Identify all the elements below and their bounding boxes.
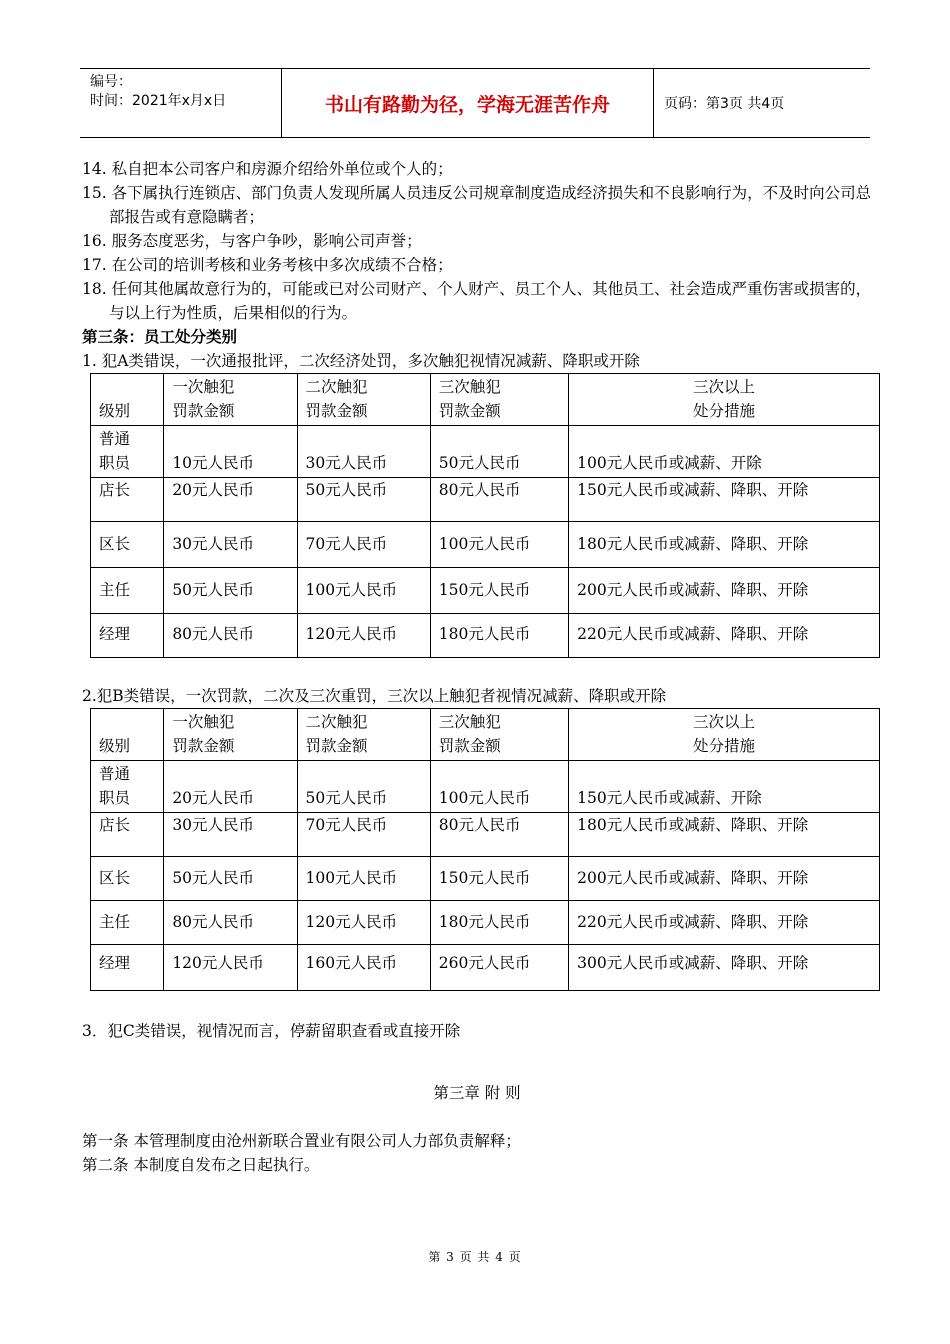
page-header	[80, 68, 870, 138]
cell-second: 120元人民币	[297, 901, 430, 945]
cell-level: 区长	[91, 522, 164, 568]
header-page-info: 页码：第3页 共4页	[664, 96, 785, 112]
header-more: 三次以上 处分措施	[569, 374, 880, 426]
header-second: 二次触犯 罚款金额	[297, 709, 430, 761]
cell-first: 50元人民币	[164, 857, 297, 901]
category-b-table	[90, 708, 880, 991]
cell-third: 50元人民币	[430, 426, 568, 478]
cell-more: 220元人民币或减薪、降职、开除	[569, 614, 880, 658]
cell-first: 20元人民币	[164, 761, 297, 813]
cell-third: 80元人民币	[430, 478, 568, 522]
cell-more: 200元人民币或减薪、降职、开除	[569, 568, 880, 614]
cell-level: 普通 职员	[91, 426, 164, 478]
cell-first: 120元人民币	[164, 945, 297, 991]
cell-level: 经理	[91, 945, 164, 991]
category-c-text: 3．犯C类错误，视情况而言，停薪留职查看或直接开除	[82, 1022, 461, 1040]
cell-second: 70元人民币	[297, 522, 430, 568]
header-third: 三次触犯 罚款金额	[430, 374, 568, 426]
category-a-table	[90, 373, 880, 658]
header-more: 三次以上 处分措施	[569, 709, 880, 761]
cell-level: 店长	[91, 813, 164, 857]
cell-level: 经理	[91, 614, 164, 658]
table-header-row	[91, 374, 880, 426]
cell-third: 180元人民币	[430, 901, 568, 945]
header-first: 一次触犯 罚款金额	[164, 374, 297, 426]
cell-more: 100元人民币或减薪、开除	[569, 426, 880, 478]
cell-second: 50元人民币	[297, 761, 430, 813]
cell-more: 220元人民币或减薪、降职、开除	[569, 901, 880, 945]
chapter-title: 第三章 附 则	[433, 1084, 521, 1102]
table-row	[91, 857, 880, 901]
header-meta	[80, 69, 282, 137]
cell-more: 150元人民币或减薪、降职、开除	[569, 478, 880, 522]
table-row	[91, 901, 880, 945]
page-footer: 第 3 页 共 4 页	[428, 1250, 522, 1264]
table-row	[91, 568, 880, 614]
list-item: 16. 服务态度恶劣，与客户争吵，影响公司声誉；	[82, 232, 422, 250]
header-first: 一次触犯 罚款金额	[164, 709, 297, 761]
cell-first: 30元人民币	[164, 522, 297, 568]
cell-more: 200元人民币或减薪、降职、开除	[569, 857, 880, 901]
table-header-row	[91, 709, 880, 761]
cell-second: 160元人民币	[297, 945, 430, 991]
section-title: 第三条：员工处分类别	[82, 328, 238, 346]
header-motto: 书山有路勤为径，学海无涯苦作舟	[282, 69, 654, 137]
cell-first: 50元人民币	[164, 568, 297, 614]
article-item: 第二条 本制度自发布之日起执行。	[82, 1156, 320, 1174]
list-item: 15. 各下属执行连锁店、部门负责人发现所属人员违反公司规章制度造成经济损失和不良影响行为，不及时向公司总部报告或有意隐瞒者；	[82, 184, 872, 226]
cell-third: 80元人民币	[430, 813, 568, 857]
header-level: 级别	[91, 374, 164, 426]
cell-more: 150元人民币或减薪、开除	[569, 761, 880, 813]
header-second: 二次触犯 罚款金额	[297, 374, 430, 426]
category-a-intro: 1. 犯A类错误，一次通报批评，二次经济处罚，多次触犯视情况减薪、降职或开除	[82, 352, 640, 370]
cell-third: 100元人民币	[430, 522, 568, 568]
cell-third: 150元人民币	[430, 568, 568, 614]
table-row	[91, 945, 880, 991]
table-row	[91, 478, 880, 522]
cell-second: 120元人民币	[297, 614, 430, 658]
table-row	[91, 426, 880, 478]
cell-level: 区长	[91, 857, 164, 901]
cell-first: 80元人民币	[164, 901, 297, 945]
table-row	[91, 761, 880, 813]
cell-level: 主任	[91, 568, 164, 614]
document-date: 时间：2021年x月x日	[90, 93, 227, 109]
cell-second: 70元人民币	[297, 813, 430, 857]
header-level: 级别	[91, 709, 164, 761]
document-body	[82, 157, 872, 1177]
cell-second: 50元人民币	[297, 478, 430, 522]
cell-third: 260元人民币	[430, 945, 568, 991]
cell-level: 主任	[91, 901, 164, 945]
article-item: 第一条 本管理制度由沧州新联合置业有限公司人力部负责解释；	[82, 1132, 521, 1150]
cell-first: 20元人民币	[164, 478, 297, 522]
cell-first: 10元人民币	[164, 426, 297, 478]
list-item: 18. 任何其他属故意行为的，可能或已对公司财产、个人财产、员工个人、其他员工、社会造成严重伤害或损害的，与以上行为性质，后果相似的行为。	[82, 280, 872, 322]
cell-more: 300元人民币或减薪、降职、开除	[569, 945, 880, 991]
cell-first: 30元人民币	[164, 813, 297, 857]
table-row	[91, 522, 880, 568]
cell-more: 180元人民币或减薪、降职、开除	[569, 813, 880, 857]
document-number-label: 编号：	[90, 74, 132, 90]
cell-third: 180元人民币	[430, 614, 568, 658]
cell-third: 150元人民币	[430, 857, 568, 901]
cell-second: 100元人民币	[297, 568, 430, 614]
cell-third: 100元人民币	[430, 761, 568, 813]
header-third: 三次触犯 罚款金额	[430, 709, 568, 761]
cell-more: 180元人民币或减薪、降职、开除	[569, 522, 880, 568]
table-row	[91, 813, 880, 857]
cell-level: 店长	[91, 478, 164, 522]
cell-level: 普通 职员	[91, 761, 164, 813]
category-b-intro: 2.犯B类错误，一次罚款，二次及三次重罚，三次以上触犯者视情况减薪、降职或开除	[82, 687, 667, 705]
cell-second: 100元人民币	[297, 857, 430, 901]
table-row	[91, 614, 880, 658]
cell-second: 30元人民币	[297, 426, 430, 478]
list-item: 17. 在公司的培训考核和业务考核中多次成绩不合格；	[82, 256, 453, 274]
cell-first: 80元人民币	[164, 614, 297, 658]
list-item: 14. 私自把本公司客户和房源介绍给外单位或个人的；	[82, 160, 453, 178]
